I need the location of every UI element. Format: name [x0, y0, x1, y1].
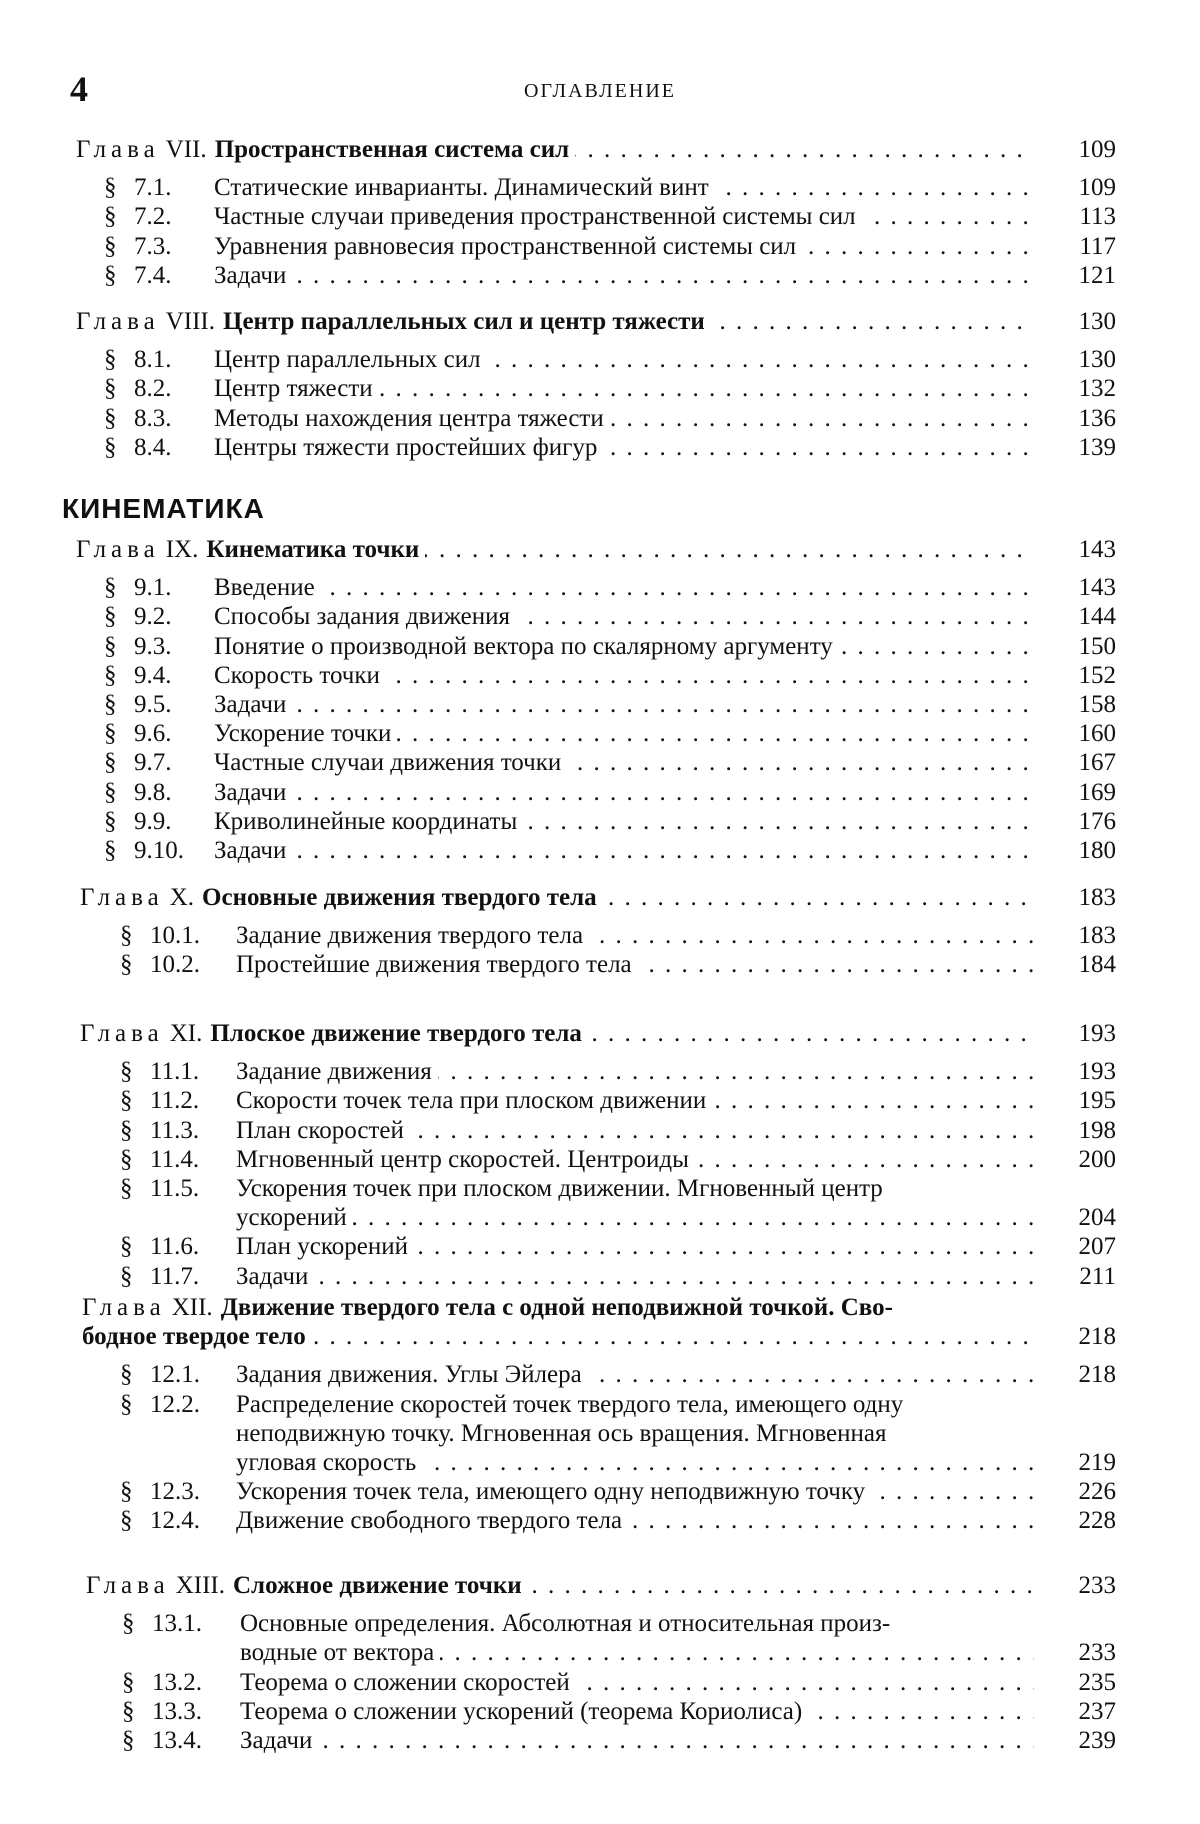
section-sign: §: [122, 1669, 135, 1697]
section-number: 9.9.: [134, 808, 172, 836]
section-11-1-text-wrap: [236, 1058, 1034, 1086]
chapter-vii-page: 109: [1079, 136, 1117, 164]
section-12-2-line2-text-wrap: [236, 1420, 1034, 1448]
section-13-1: [0, 1610, 1200, 1638]
section-title: Частные случаи движения точки: [214, 749, 567, 776]
chapter-label: Глава: [76, 136, 160, 163]
section-8-4-text-wrap: [214, 434, 1034, 462]
section-sign: §: [104, 262, 117, 290]
section-12-2: [0, 1391, 1200, 1419]
section-13-4-page: 239: [1079, 1727, 1117, 1755]
section-8-1-page: 130: [1079, 346, 1117, 374]
section-10-1: [0, 922, 1200, 950]
chapter-xii-cont: [0, 1323, 1200, 1351]
section-10-2-page: 184: [1079, 951, 1117, 979]
section-number: 13.1.: [152, 1610, 202, 1638]
chapter-label: Глава: [86, 1572, 170, 1599]
section-sign: §: [120, 1175, 133, 1203]
section-number: 12.2.: [150, 1391, 200, 1419]
section-9-6-page: 160: [1079, 720, 1117, 748]
section-title: Скорость точки: [214, 662, 386, 689]
section-title: Центр тяжести: [214, 375, 379, 402]
section-8-1: [0, 346, 1200, 374]
chapter-label: Глава: [76, 536, 160, 563]
section-9-10-page: 180: [1079, 837, 1117, 865]
chapter-vii-text-wrap: [76, 136, 1034, 164]
section-9-3-text-wrap: [214, 633, 1034, 661]
section-title: водные от вектора: [240, 1639, 440, 1666]
section-11-5-line2-text-wrap: [236, 1204, 1034, 1232]
section-9-10-text-wrap: [214, 837, 1034, 865]
section-7-3: [0, 233, 1200, 261]
chapter-heading: [80, 1020, 588, 1047]
section-sign: §: [104, 574, 117, 602]
section-number: 9.10.: [134, 837, 184, 865]
section-13-2-page: 235: [1079, 1669, 1117, 1697]
section-13-3-text-wrap: [240, 1698, 1034, 1726]
chapter-x-page: 183: [1079, 884, 1117, 912]
section-title: неподвижную точку. Мгновенная ось вращения. Мгновенная: [236, 1420, 893, 1447]
section-number: 9.1.: [134, 574, 172, 602]
section-7-2-page: 113: [1079, 203, 1116, 231]
section-sign: §: [104, 837, 117, 865]
section-11-3: [0, 1117, 1200, 1145]
chapter-title-cont: бодное твердое тело: [82, 1323, 306, 1350]
chapter-ix-page: 143: [1079, 536, 1117, 564]
chapter-ix: [0, 536, 1200, 564]
chapter-label: Глава: [76, 308, 160, 335]
section-13-1-line2: [0, 1639, 1200, 1667]
section-title: Распределение скоростей точек твердого тела, имеющего одну: [236, 1391, 909, 1418]
section-sign: §: [104, 405, 117, 433]
chapter-ix-text-wrap: [76, 536, 1034, 564]
section-9-8-page: 169: [1079, 779, 1117, 807]
section-9-6: [0, 720, 1200, 748]
section-title: Статические инварианты. Динамический винт: [214, 174, 715, 201]
section-number: 11.5.: [150, 1175, 199, 1203]
section-title: Задачи: [240, 1727, 318, 1754]
section-title: Ускорение точки: [214, 720, 397, 747]
section-sign: §: [104, 779, 117, 807]
chapter-title: Пространственная система сил: [215, 136, 570, 163]
section-title: Задачи: [214, 779, 292, 806]
section-number: 9.8.: [134, 779, 172, 807]
section-9-4-page: 152: [1079, 662, 1117, 690]
chapter-viii: [0, 308, 1200, 336]
section-number: 8.3.: [134, 405, 172, 433]
section-title: Простейшие движения твердого тела: [236, 951, 638, 978]
section-title: Понятие о производной вектора по скалярному аргументу: [214, 633, 839, 660]
chapter-xiii: [0, 1572, 1200, 1600]
section-11-2-page: 195: [1079, 1087, 1117, 1115]
chapter-xiii-page: 233: [1079, 1572, 1117, 1600]
section-9-2: [0, 603, 1200, 631]
page-number: 4: [70, 68, 88, 110]
section-number: 9.4.: [134, 662, 172, 690]
chapter-viii-page: 130: [1079, 308, 1117, 336]
section-sign: §: [122, 1727, 135, 1755]
section-13-3: [0, 1698, 1200, 1726]
section-9-8: [0, 779, 1200, 807]
section-number: 12.3.: [150, 1478, 200, 1506]
section-13-1-text-wrap: [240, 1610, 1034, 1638]
section-title: Основные определения. Абсолютная и относительная произ-: [240, 1610, 896, 1637]
section-13-3-page: 237: [1079, 1698, 1117, 1726]
section-sign: §: [104, 633, 117, 661]
section-11-1-page: 193: [1079, 1058, 1117, 1086]
section-9-1: [0, 574, 1200, 602]
section-sign: §: [120, 1058, 133, 1086]
chapter-viii-text-wrap: [76, 308, 1034, 336]
section-number: 9.6.: [134, 720, 172, 748]
section-title: План скоростей: [236, 1117, 410, 1144]
section-12-1: [0, 1361, 1200, 1389]
section-title: Движение свободного твердого тела: [236, 1507, 628, 1534]
section-sign: §: [120, 1233, 133, 1261]
section-7-1: [0, 174, 1200, 202]
section-number: 7.4.: [134, 262, 172, 290]
section-13-4: [0, 1727, 1200, 1755]
chapter-heading: [80, 884, 603, 911]
section-9-3: [0, 633, 1200, 661]
section-8-2-page: 132: [1079, 375, 1117, 403]
chapter-xii-text-wrap: [82, 1294, 1034, 1322]
chapter-title: Плоское движение твердого тела: [210, 1020, 582, 1047]
section-number: 11.4.: [150, 1146, 199, 1174]
section-7-4: [0, 262, 1200, 290]
section-9-7: [0, 749, 1200, 777]
section-title: Мгновенный центр скоростей. Центроиды: [236, 1146, 695, 1173]
section-9-5-text-wrap: [214, 691, 1034, 719]
section-9-4: [0, 662, 1200, 690]
section-12-2-line3-text-wrap: [236, 1449, 1034, 1477]
section-12-3: [0, 1478, 1200, 1506]
section-11-7-page: 211: [1079, 1263, 1116, 1291]
section-13-2: [0, 1669, 1200, 1697]
section-9-6-text-wrap: [214, 720, 1034, 748]
section-sign: §: [104, 662, 117, 690]
section-number: 13.4.: [152, 1727, 202, 1755]
section-9-2-text-wrap: [214, 603, 1034, 631]
section-11-5-text-wrap: [236, 1175, 1034, 1203]
chapter-xi-text-wrap: [80, 1020, 1034, 1048]
section-12-2-text-wrap: [236, 1391, 1034, 1419]
section-9-9-page: 176: [1079, 808, 1117, 836]
toc-page: [0, 0, 1200, 1824]
section-number: 11.7.: [150, 1263, 199, 1291]
section-sign: §: [120, 1361, 133, 1389]
section-sign: §: [120, 1478, 133, 1506]
chapter-xii-cont-page: 218: [1079, 1323, 1117, 1351]
section-13-2-text-wrap: [240, 1669, 1034, 1697]
section-sign: §: [104, 375, 117, 403]
section-9-8-text-wrap: [214, 779, 1034, 807]
section-title: Теорема о сложении ускорений (теорема Кориолиса): [240, 1698, 808, 1725]
chapter-xii: [0, 1294, 1200, 1322]
section-11-5: [0, 1175, 1200, 1203]
section-11-4-page: 200: [1079, 1146, 1117, 1174]
section-number: 7.3.: [134, 233, 172, 261]
chapter-heading: [86, 1572, 528, 1599]
section-number: 7.1.: [134, 174, 172, 202]
section-sign: §: [104, 233, 117, 261]
chapter-title: Основные движения твердого тела: [202, 884, 597, 911]
section-title: Теорема о сложении скоростей: [240, 1669, 576, 1696]
section-sign: §: [122, 1610, 135, 1638]
section-sign: §: [104, 346, 117, 374]
section-11-2-text-wrap: [236, 1087, 1034, 1115]
section-title: Задания движения. Углы Эйлера: [236, 1361, 588, 1388]
section-8-3-text-wrap: [214, 405, 1034, 433]
section-7-4-page: 121: [1079, 262, 1117, 290]
section-sign: §: [120, 951, 133, 979]
section-7-4-text-wrap: [214, 262, 1034, 290]
section-sign: §: [120, 1507, 133, 1535]
chapter-title: Движение твердого тела с одной неподвижной точкой. Сво-: [221, 1294, 893, 1321]
section-number: 7.2.: [134, 203, 172, 231]
section-title: Задачи: [214, 837, 292, 864]
section-8-4-page: 139: [1079, 434, 1117, 462]
section-number: 9.5.: [134, 691, 172, 719]
section-13-1-line2-text-wrap: [240, 1639, 1034, 1667]
chapter-label: Глава: [80, 884, 164, 911]
chapter-heading: [76, 536, 425, 563]
chapter-heading: [82, 1294, 899, 1321]
section-number: 8.1.: [134, 346, 172, 374]
section-11-3-page: 198: [1079, 1117, 1117, 1145]
section-8-2: [0, 375, 1200, 403]
chapter-label: Глава: [82, 1294, 166, 1321]
section-11-2: [0, 1087, 1200, 1115]
section-7-3-text-wrap: [214, 233, 1034, 261]
section-number: 12.1.: [150, 1361, 200, 1389]
section-11-7: [0, 1263, 1200, 1291]
section-number: 11.2.: [150, 1087, 199, 1115]
section-12-3-text-wrap: [236, 1478, 1034, 1506]
section-number: 13.2.: [152, 1669, 202, 1697]
section-title: Уравнения равновесия пространственной системы сил: [214, 233, 802, 260]
chapter-number: IX.: [166, 536, 199, 563]
section-title: Центры тяжести простейших фигур: [214, 434, 603, 461]
chapter-number: XIII.: [176, 1572, 225, 1599]
section-10-2: [0, 951, 1200, 979]
section-10-1-text-wrap: [236, 922, 1034, 950]
section-sign: §: [120, 1391, 133, 1419]
section-9-9-text-wrap: [214, 808, 1034, 836]
section-number: 10.1.: [150, 922, 200, 950]
section-11-3-text-wrap: [236, 1117, 1034, 1145]
section-title: Скорости точек тела при плоском движении: [236, 1087, 712, 1114]
section-title: Задачи: [236, 1263, 314, 1290]
section-title: Задачи: [214, 262, 292, 289]
section-12-4-text-wrap: [236, 1507, 1034, 1535]
section-11-6: [0, 1233, 1200, 1261]
section-number: 12.4.: [150, 1507, 200, 1535]
section-9-7-text-wrap: [214, 749, 1034, 777]
chapter-heading-cont: [82, 1323, 312, 1350]
section-sign: §: [104, 603, 117, 631]
chapter-x-text-wrap: [80, 884, 1034, 912]
chapter-number: XII.: [172, 1294, 213, 1321]
section-12-4-page: 228: [1079, 1507, 1117, 1535]
section-9-2-page: 144: [1079, 603, 1117, 631]
section-sign: §: [104, 203, 117, 231]
section-title: Методы нахождения центра тяжести: [214, 405, 610, 432]
part-title-kinematics: КИНЕМАТИКА: [62, 493, 265, 525]
section-sign: §: [120, 922, 133, 950]
chapter-number: VII.: [166, 136, 207, 163]
section-title: угловая скорость: [236, 1449, 422, 1476]
section-title: План ускорений: [236, 1233, 414, 1260]
chapter-xi: [0, 1020, 1200, 1048]
section-8-4: [0, 434, 1200, 462]
section-sign: §: [122, 1698, 135, 1726]
chapter-number: VIII.: [166, 308, 215, 335]
section-title: Частные случаи приведения пространственной системы сил: [214, 203, 862, 230]
section-title: Задачи: [214, 691, 292, 718]
section-10-1-page: 183: [1079, 922, 1117, 950]
chapter-xi-page: 193: [1079, 1020, 1117, 1048]
section-11-4-text-wrap: [236, 1146, 1034, 1174]
section-7-2-text-wrap: [214, 203, 1034, 231]
section-9-7-page: 167: [1079, 749, 1117, 777]
section-12-4: [0, 1507, 1200, 1535]
section-12-1-text-wrap: [236, 1361, 1034, 1389]
section-9-1-page: 143: [1079, 574, 1117, 602]
section-sign: §: [104, 174, 117, 202]
chapter-heading: [76, 136, 575, 163]
section-9-10: [0, 837, 1200, 865]
section-11-5-line2-page: 204: [1079, 1204, 1117, 1232]
section-9-9: [0, 808, 1200, 836]
section-sign: §: [104, 749, 117, 777]
section-title: Задание движения твердого тела: [236, 922, 589, 949]
section-12-3-page: 226: [1079, 1478, 1117, 1506]
section-9-5-page: 158: [1079, 691, 1117, 719]
section-number: 9.3.: [134, 633, 172, 661]
section-11-7-text-wrap: [236, 1263, 1034, 1291]
chapter-vii: [0, 136, 1200, 164]
section-title: ускорений: [236, 1204, 353, 1231]
section-7-3-page: 117: [1079, 233, 1116, 261]
section-number: 9.7.: [134, 749, 172, 777]
chapter-title: Кинематика точки: [206, 536, 419, 563]
section-title: Криволинейные координаты: [214, 808, 523, 835]
chapter-x: [0, 884, 1200, 912]
chapter-label: Глава: [80, 1020, 164, 1047]
section-12-2-line2: [0, 1420, 1200, 1448]
chapter-xiii-text-wrap: [86, 1572, 1034, 1600]
section-number: 9.2.: [134, 603, 172, 631]
chapter-number: X.: [170, 884, 194, 911]
section-8-2-text-wrap: [214, 375, 1034, 403]
section-sign: §: [120, 1087, 133, 1115]
section-9-3-page: 150: [1079, 633, 1117, 661]
section-sign: §: [120, 1146, 133, 1174]
section-sign: §: [120, 1263, 133, 1291]
section-7-1-text-wrap: [214, 174, 1034, 202]
section-sign: §: [104, 720, 117, 748]
section-10-2-text-wrap: [236, 951, 1034, 979]
section-number: 8.4.: [134, 434, 172, 462]
chapter-title: Центр параллельных сил и центр тяжести: [223, 308, 705, 335]
section-7-2: [0, 203, 1200, 231]
section-9-1-text-wrap: [214, 574, 1034, 602]
section-8-3: [0, 405, 1200, 433]
section-13-4-text-wrap: [240, 1727, 1034, 1755]
section-number: 10.2.: [150, 951, 200, 979]
chapter-heading: [76, 308, 711, 335]
section-12-1-page: 218: [1079, 1361, 1117, 1389]
section-title: Ускорения точек тела, имеющего одну неподвижную точку: [236, 1478, 871, 1505]
section-13-1-line2-page: 233: [1079, 1639, 1117, 1667]
section-9-4-text-wrap: [214, 662, 1034, 690]
running-head: ОГЛАВЛЕНИЕ: [0, 80, 1200, 103]
section-11-1: [0, 1058, 1200, 1086]
section-11-5-line2: [0, 1204, 1200, 1232]
section-sign: §: [104, 808, 117, 836]
section-title: Центр параллельных сил: [214, 346, 487, 373]
section-sign: §: [120, 1117, 133, 1145]
chapter-number: XI.: [170, 1020, 203, 1047]
section-title: Способы задания движения: [214, 603, 516, 630]
chapter-xii-cont-text-wrap: [82, 1323, 1034, 1351]
section-8-3-page: 136: [1079, 405, 1117, 433]
section-number: 11.3.: [150, 1117, 199, 1145]
section-number: 13.3.: [152, 1698, 202, 1726]
section-number: 11.1.: [150, 1058, 199, 1086]
section-8-1-text-wrap: [214, 346, 1034, 374]
section-sign: §: [104, 691, 117, 719]
section-number: 8.2.: [134, 375, 172, 403]
section-11-6-text-wrap: [236, 1233, 1034, 1261]
section-12-2-line3: [0, 1449, 1200, 1477]
section-9-5: [0, 691, 1200, 719]
section-title: Ускорения точек при плоском движении. Мгновенный центр: [236, 1175, 889, 1202]
section-title: Задание движения: [236, 1058, 438, 1085]
section-number: 11.6.: [150, 1233, 199, 1261]
section-11-4: [0, 1146, 1200, 1174]
section-sign: §: [104, 434, 117, 462]
section-12-2-line3-page: 219: [1079, 1449, 1117, 1477]
chapter-title: Сложное движение точки: [233, 1572, 522, 1599]
section-title: Введение: [214, 574, 321, 601]
section-7-1-page: 109: [1079, 174, 1117, 202]
section-11-6-page: 207: [1079, 1233, 1117, 1261]
